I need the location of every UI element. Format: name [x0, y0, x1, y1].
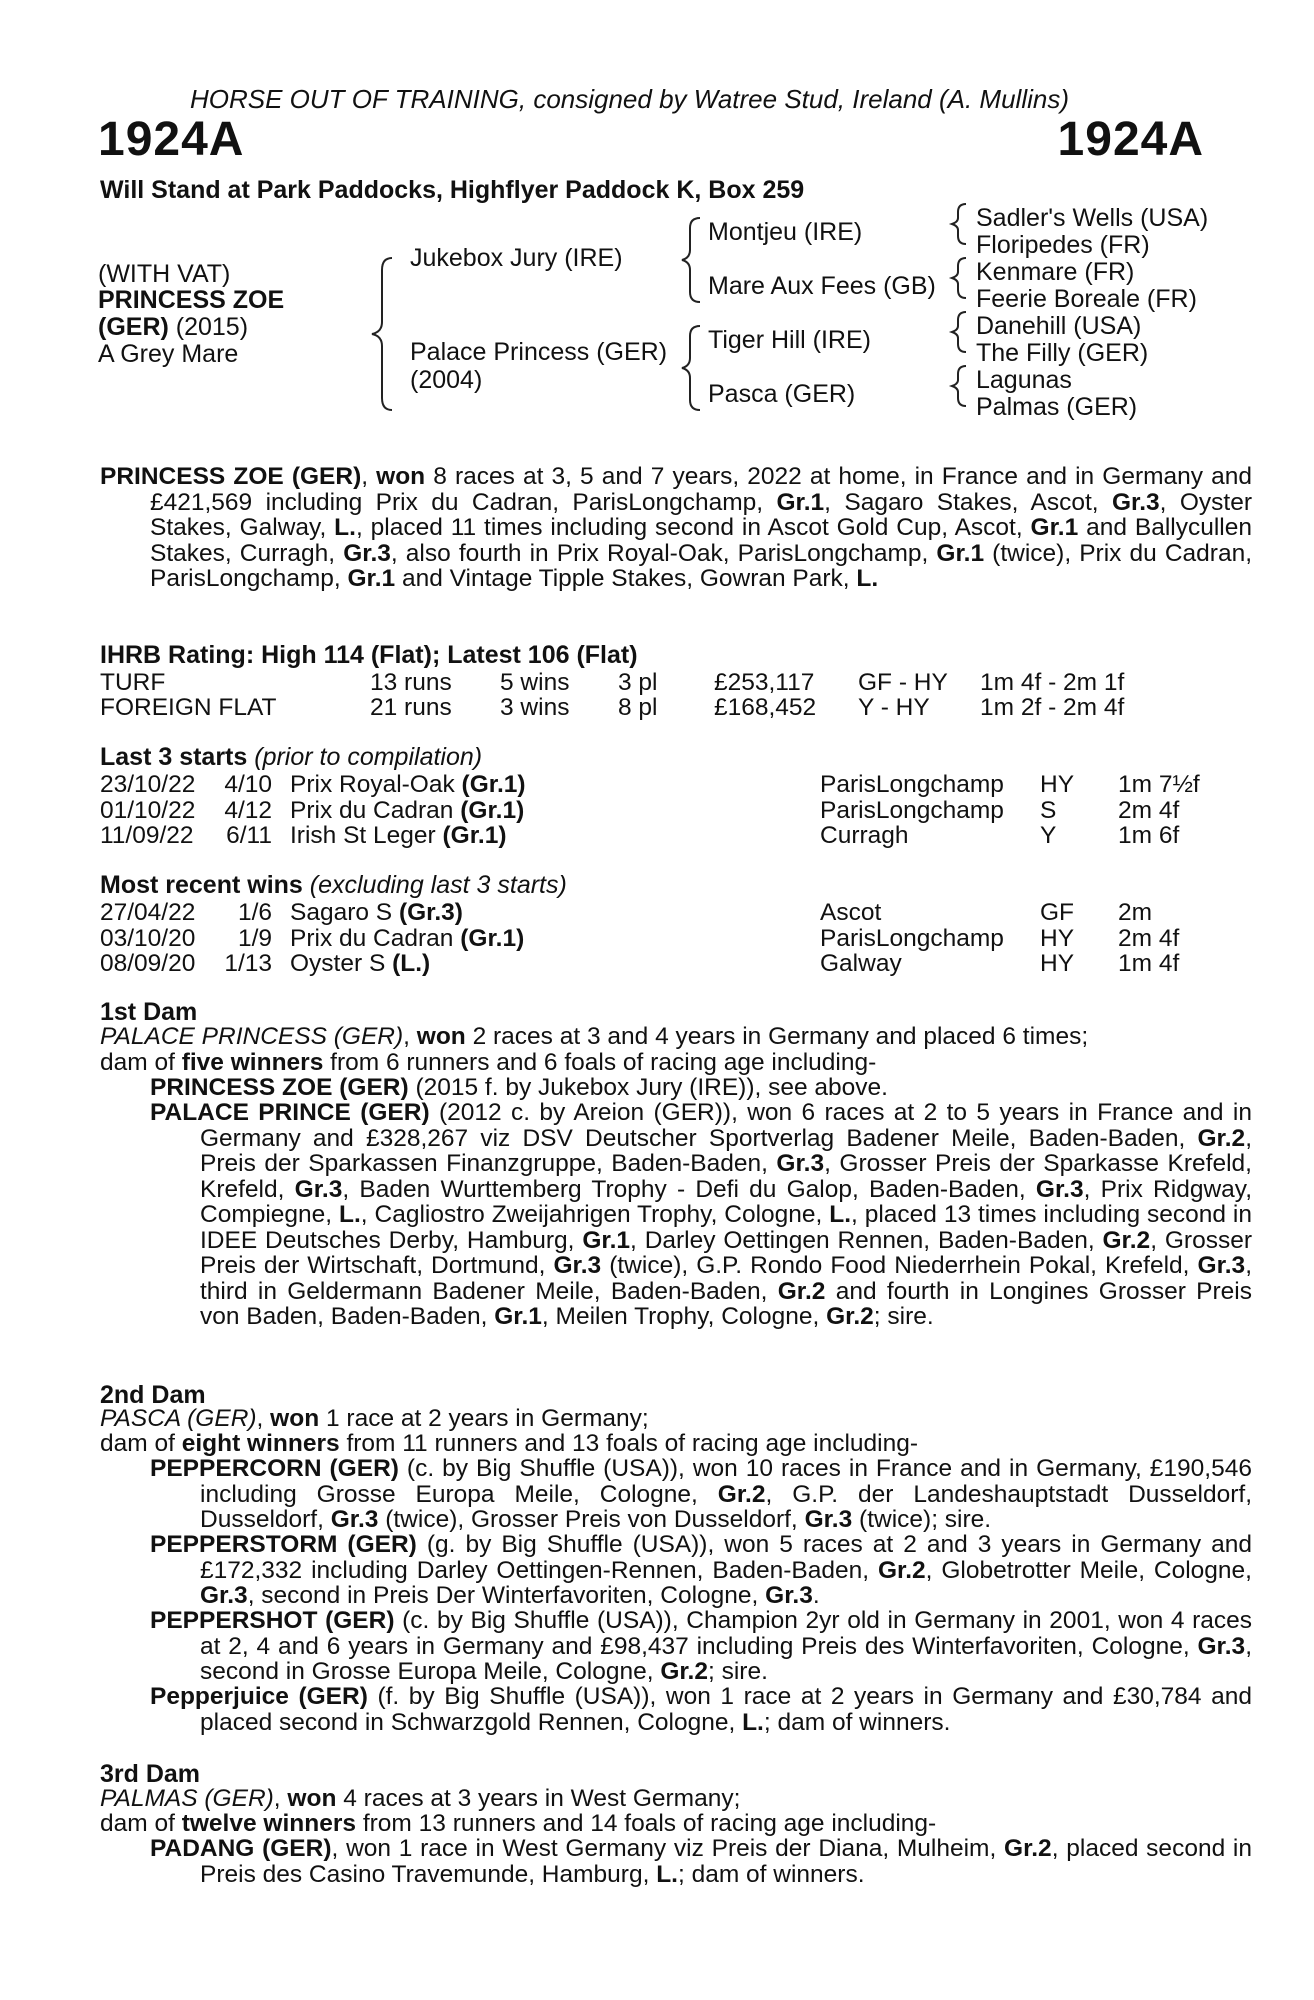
- form-distance: 1m 7½f: [1118, 771, 1200, 798]
- text-run: , Grosser Preis der Sparkasse Krefeld, Krefeld,: [200, 1150, 1252, 1203]
- text-run: and Ballycullen Stakes, Curragh,: [150, 514, 1252, 567]
- text-run: (2012 c. by Areion (GER)), won 6 races at 2 to 5 years in France and in Germany and £328,267 viz DSV Deutscher Sportverlag Badener Meile, Baden-Baden,: [200, 1099, 1252, 1152]
- bold-run: Gr.2: [877, 1556, 926, 1584]
- last3-heading: [100, 745, 482, 770]
- form-going: HY: [1040, 771, 1075, 798]
- text-run: (twice), Grosser Preis von Dusseldorf,: [378, 1506, 805, 1533]
- dam2-produce-3: [150, 1608, 1252, 1685]
- bold-run: Gr.3: [1111, 488, 1160, 516]
- bold-run: eight winners: [181, 1430, 340, 1457]
- bold-run: Gr.3: [330, 1506, 379, 1533]
- bold-run: five winners: [181, 1049, 324, 1076]
- form-position: 4/10: [224, 771, 272, 798]
- bold-run: PRINCESS ZOE (GER): [100, 463, 362, 490]
- text-run: , Prix Ridgway, Compiegne,: [200, 1175, 1253, 1228]
- form-date: 01/10/22: [100, 796, 196, 824]
- text-run: , G.P. der Landeshauptstadt Dusseldorf, Dusseldorf,: [200, 1480, 1252, 1533]
- form-course: ParisLongchamp: [820, 796, 1004, 824]
- text-run: ; dam of winners.: [763, 1708, 951, 1736]
- form-race-grade: (Gr.1): [442, 822, 507, 849]
- recent-title: Most recent wins: [100, 871, 303, 899]
- form-race: [290, 925, 524, 953]
- form-distance: 2m: [1118, 899, 1153, 926]
- bold-run: Gr.3: [1197, 1632, 1246, 1660]
- italic-run: PALACE PRINCESS (GER): [100, 1023, 404, 1050]
- form-position: 6/11: [226, 822, 272, 849]
- form-race-name: Prix du Cadran: [290, 924, 461, 952]
- bold-run: L.: [829, 1201, 852, 1228]
- text-run: ,: [361, 463, 377, 490]
- text-run: , third in Geldermann Badener Meile, Baden-Baden,: [200, 1252, 1253, 1305]
- bold-run: Gr.3: [765, 1582, 813, 1609]
- form-distance: 1m 4f: [1118, 950, 1180, 977]
- brace-ss: [952, 204, 966, 244]
- pedigree-sire: Jukebox Jury (IRE): [410, 244, 623, 272]
- form-race-grade: (Gr.1): [460, 924, 525, 952]
- bold-run: won: [287, 1785, 337, 1812]
- text-run: , placed 11 times including second in Ascot Gold Cup, Ascot,: [355, 514, 1031, 541]
- text-run: (f. by Big Shuffle (USA)), won 1 race at 2 years in Germany and £30,784 and placed second in Schwarzgold Rennen, Cologne,: [200, 1683, 1252, 1736]
- text-run: 1 race at 2 years in Germany;: [319, 1405, 649, 1432]
- rating-runs: 13 runs: [370, 669, 452, 696]
- rating-category: FOREIGN FLAT: [100, 694, 277, 721]
- rating-title: IHRB Rating: High 114 (Flat); Latest 106 (Flat): [100, 641, 638, 669]
- dam2-produce-4: [150, 1684, 1252, 1735]
- dam2-produce-2: [150, 1532, 1252, 1609]
- text-run: dam of: [100, 1810, 182, 1837]
- text-run: .: [812, 1582, 820, 1609]
- form-race-name: Prix Royal-Oak: [290, 771, 462, 798]
- text-run: , Globetrotter Meile, Cologne,: [925, 1556, 1252, 1584]
- form-date: 08/09/20: [100, 950, 196, 977]
- form-going: GF: [1040, 899, 1075, 926]
- form-distance: 2m 4f: [1118, 924, 1180, 952]
- rating-placed: 3 pl: [618, 669, 658, 696]
- text-run: 2 races at 3 and 4 years in Germany and placed 6 times;: [465, 1023, 1089, 1050]
- text-run: ; sire.: [873, 1303, 934, 1330]
- text-run: dam of: [100, 1049, 182, 1076]
- rating-wins: 5 wins: [500, 669, 570, 696]
- pedigree-ds: Tiger Hill (IRE): [708, 326, 871, 354]
- bold-run: Gr.1: [582, 1226, 631, 1254]
- horse-country: (GER): [98, 313, 169, 341]
- form-distance: 1m 6f: [1118, 822, 1180, 849]
- bold-run: L.: [656, 1860, 678, 1888]
- dam1-intro: [100, 1024, 1202, 1050]
- bold-run: Gr.1: [1030, 514, 1079, 541]
- text-run: ; dam of winners.: [677, 1860, 865, 1888]
- text-run: , Grosser Preis der Wirtschaft, Dortmund,: [200, 1226, 1252, 1279]
- text-run: (c. by Big Shuffle (USA)), won 10 races in France and in Germany, £190,546 including Grosse Europa Meile, Cologne,: [200, 1455, 1252, 1508]
- text-run: from 6 runners and 6 foals of racing age including-: [323, 1049, 877, 1076]
- form-race-name: Oyster S: [290, 950, 393, 977]
- recent-note: (excluding last 3 starts): [302, 871, 567, 899]
- dam2-produce-1: [150, 1456, 1252, 1533]
- bold-run: twelve winners: [181, 1810, 357, 1837]
- bold-run: won: [270, 1405, 320, 1432]
- vat-label: (WITH VAT): [98, 260, 231, 288]
- brace-sire: [682, 218, 700, 302]
- dam2-intro: [100, 1406, 1202, 1432]
- rating-distance-range: 1m 2f - 2m 4f: [980, 694, 1125, 721]
- text-run: , Preis der Sparkassen Finanzgruppe, Baden-Baden,: [200, 1124, 1252, 1177]
- rating-going-range: Y - HY: [858, 694, 930, 721]
- text-run: from 13 runners and 14 foals of racing age including-: [356, 1810, 937, 1837]
- text-run: , won 1 race in West Germany viz Preis der Diana, Mulheim,: [331, 1835, 1005, 1862]
- dam2-title: 2nd Dam: [100, 1381, 206, 1409]
- bold-run: Gr.3: [343, 539, 391, 567]
- form-date: 27/04/22: [100, 899, 196, 926]
- rating-earnings: £168,452: [714, 694, 817, 721]
- bold-run: Gr.3: [776, 1150, 825, 1177]
- text-run: , Darley Oettingen Rennen, Baden-Baden,: [630, 1226, 1103, 1254]
- form-course: Galway: [820, 950, 902, 977]
- rating-placed: 8 pl: [618, 694, 658, 721]
- lot-number-right: 1924A: [1057, 113, 1204, 166]
- text-run: (twice); sire.: [852, 1506, 992, 1533]
- bold-run: Gr.2: [717, 1480, 766, 1508]
- text-run: , Meilen Trophy, Cologne,: [541, 1303, 827, 1330]
- text-run: 8 races at 3, 5 and 7 years, 2022 at home, in France and in Germany and £421,569 including Prix du Cadran, ParisLongchamp,: [150, 463, 1252, 516]
- rating-going-range: GF - HY: [858, 669, 948, 696]
- bold-run: Gr.2: [777, 1277, 826, 1305]
- horse-description: A Grey Mare: [98, 340, 239, 368]
- brace-ds: [952, 312, 966, 352]
- bold-run: Gr.1: [776, 488, 825, 516]
- bold-run: Gr.2: [1004, 1835, 1052, 1862]
- bold-run: L.: [334, 514, 356, 541]
- form-race: [290, 771, 526, 799]
- bold-run: Gr.1: [936, 539, 985, 567]
- horse-year: (2015): [168, 313, 249, 341]
- bold-run: Gr.3: [804, 1506, 853, 1533]
- form-race-name: Irish St Leger: [290, 822, 443, 849]
- bold-run: PRINCESS ZOE (GER): [150, 1074, 409, 1101]
- pedigree-dsd: The Filly (GER): [976, 339, 1149, 367]
- text-run: , Oyster Stakes, Galway,: [150, 488, 1252, 541]
- text-run: dam of: [100, 1430, 182, 1457]
- bold-run: L.: [742, 1708, 764, 1736]
- horse-name: PRINCESS ZOE: [98, 286, 285, 314]
- dam3-produce-1: [150, 1836, 1252, 1887]
- bold-run: Gr.3: [294, 1175, 343, 1203]
- dam3-line2: [100, 1811, 1202, 1837]
- text-run: , Baden Wurttemberg Trophy - Defi du Galop, Baden-Baden,: [342, 1175, 1036, 1203]
- last3-title: Last 3 starts: [100, 743, 248, 771]
- text-run: ,: [256, 1405, 271, 1432]
- pedigree-sd: Mare Aux Fees (GB): [708, 272, 936, 300]
- bold-run: PEPPERSTORM (GER): [150, 1531, 417, 1558]
- text-run: , placed second in Preis des Casino Travemunde, Hamburg,: [200, 1835, 1252, 1888]
- form-race: [290, 797, 524, 825]
- dam1-produce-2: [150, 1100, 1252, 1330]
- pedigree-sdd: Feerie Boreale (FR): [976, 285, 1197, 313]
- form-race-grade: (Gr.3): [398, 899, 463, 926]
- form-position: 1/6: [237, 899, 272, 926]
- form-race-grade: (L.): [392, 950, 431, 977]
- bold-run: Gr.2: [826, 1303, 874, 1330]
- brace-main: [372, 258, 392, 410]
- text-run: (g. by Big Shuffle (USA)), won 5 races at 2 and 3 years in Germany and £172,332 including Darley Oettingen-Rennen, Baden-Baden,: [200, 1531, 1252, 1584]
- form-position: 1/13: [224, 950, 272, 977]
- form-race: [290, 899, 463, 927]
- pedigree-dd: Pasca (GER): [708, 380, 856, 408]
- form-race-grade: (Gr.1): [461, 771, 526, 798]
- recent-heading: [100, 873, 567, 898]
- bold-run: won: [376, 463, 426, 490]
- pedigree-dss: Danehill (USA): [976, 312, 1142, 340]
- text-run: 4 races at 3 years in West Germany;: [336, 1785, 741, 1812]
- bold-run: Gr.3: [200, 1582, 248, 1609]
- text-run: , second in Preis Der Winterfavoriten, Cologne,: [247, 1582, 766, 1609]
- brace-dd: [952, 366, 966, 406]
- rating-category: TURF: [100, 669, 166, 696]
- form-race-name: Sagaro S: [290, 899, 399, 926]
- pedigree-dam-year: (2004): [410, 366, 483, 394]
- bold-run: Gr.3: [1035, 1175, 1084, 1203]
- last3-note: (prior to compilation): [247, 743, 483, 771]
- form-course: ParisLongchamp: [820, 924, 1004, 952]
- form-going: HY: [1040, 924, 1075, 952]
- bold-run: Gr.3: [1197, 1252, 1246, 1279]
- text-run: , placed 13 times including second in IDEE Deutsches Derby, Hamburg,: [200, 1201, 1252, 1254]
- text-run: ,: [403, 1023, 417, 1050]
- bold-run: won: [416, 1023, 466, 1050]
- form-going: S: [1040, 796, 1057, 824]
- dam1-title: 1st Dam: [100, 998, 198, 1026]
- text-run: , also fourth in Prix Royal-Oak, ParisLongchamp,: [390, 539, 937, 567]
- text-run: and fourth in Longines Grosser Preis von Baden, Baden-Baden,: [200, 1277, 1252, 1330]
- form-date: 03/10/20: [100, 924, 196, 952]
- dam1-line2: [100, 1050, 1202, 1076]
- form-going: Y: [1040, 822, 1057, 849]
- rating-distance-range: 1m 4f - 2m 1f: [980, 669, 1125, 696]
- form-course: Curragh: [820, 822, 909, 849]
- brace-sd: [952, 258, 966, 298]
- text-run: ,: [273, 1785, 288, 1812]
- dam3-intro: [100, 1786, 1202, 1812]
- bold-run: L.: [856, 565, 879, 592]
- rating-wins: 3 wins: [500, 694, 570, 721]
- text-run: , Cagliostro Zweijahrigen Trophy, Cologne,: [360, 1201, 830, 1228]
- form-date: 11/09/22: [100, 822, 194, 849]
- text-run: (2015 f. by Jukebox Jury (IRE)), see above.: [408, 1074, 888, 1101]
- bold-run: Gr.3: [553, 1252, 602, 1279]
- form-course: Ascot: [820, 899, 882, 926]
- rating-runs: 21 runs: [370, 694, 452, 721]
- bold-run: Gr.1: [347, 565, 396, 592]
- text-run: , Sagaro Stakes, Ascot,: [824, 488, 1112, 516]
- text-run: from 11 runners and 13 foals of racing age including-: [339, 1430, 918, 1457]
- lot-number-left: 1924A: [98, 113, 245, 166]
- italic-run: PALMAS (GER): [100, 1785, 274, 1812]
- text-run: , second in Grosse Europa Meile, Cologne,: [200, 1632, 1252, 1685]
- italic-run: PASCA (GER): [100, 1405, 257, 1432]
- pedigree-ssd: Floripedes (FR): [976, 231, 1150, 259]
- form-position: 4/12: [224, 796, 272, 824]
- text-run: and Vintage Tipple Stakes, Gowran Park,: [395, 565, 857, 592]
- text-run: ; sire.: [708, 1658, 768, 1685]
- form-race: [290, 822, 507, 850]
- pedigree-dam: Palace Princess (GER): [410, 338, 668, 366]
- pedigree-ss: Montjeu (IRE): [708, 218, 863, 246]
- bold-run: Gr.2: [1102, 1226, 1151, 1254]
- form-race: [290, 950, 430, 978]
- consignor-line: HORSE OUT OF TRAINING, consigned by Watree Stud, Ireland (A. Mullins): [190, 84, 1069, 114]
- bold-run: Gr.2: [660, 1658, 708, 1685]
- bold-run: PEPPERSHOT (GER): [150, 1607, 395, 1634]
- race-summary: [100, 464, 1252, 592]
- pedigree-dds: Lagunas: [976, 366, 1072, 394]
- text-run: (twice), G.P. Rondo Food Niederrhein Pokal, Krefeld,: [601, 1252, 1198, 1279]
- text-run: (twice), Prix du Cadran, ParisLongchamp,: [150, 539, 1253, 592]
- bold-run: Gr.1: [494, 1303, 542, 1330]
- form-course: ParisLongchamp: [820, 771, 1004, 798]
- form-date: 23/10/22: [100, 771, 196, 798]
- bold-run: PEPPERCORN (GER): [150, 1455, 399, 1482]
- pedigree-sss: Sadler's Wells (USA): [976, 204, 1209, 232]
- brace-dam: [682, 326, 700, 410]
- bold-run: L.: [339, 1201, 361, 1228]
- stand-location: Will Stand at Park Paddocks, Highflyer Paddock K, Box 259: [100, 176, 805, 204]
- form-going: HY: [1040, 950, 1075, 977]
- form-race-grade: (Gr.1): [460, 796, 525, 824]
- rating-earnings: £253,117: [714, 669, 815, 696]
- bold-run: Gr.2: [1197, 1124, 1246, 1152]
- form-position: 1/9: [237, 924, 272, 952]
- pedigree-ddd: Palmas (GER): [976, 393, 1138, 421]
- dam3-title: 3rd Dam: [100, 1760, 201, 1788]
- text-run: (c. by Big Shuffle (USA)), Champion 2yr old in Germany in 2001, won 4 races at 2, 4 and 6 years in Germany and £98,437 including Preis des Winterfavoriten, Cologne,: [200, 1607, 1252, 1660]
- bold-run: PADANG (GER): [150, 1835, 332, 1862]
- dam1-produce-1: [150, 1075, 1252, 1101]
- bold-run: Pepperjuice (GER): [150, 1683, 368, 1710]
- dam2-line2: [100, 1431, 1202, 1457]
- form-distance: 2m 4f: [1118, 796, 1180, 824]
- form-race-name: Prix du Cadran: [290, 796, 461, 824]
- pedigree-sds: Kenmare (FR): [976, 258, 1135, 286]
- bold-run: PALACE PRINCE (GER): [150, 1099, 430, 1126]
